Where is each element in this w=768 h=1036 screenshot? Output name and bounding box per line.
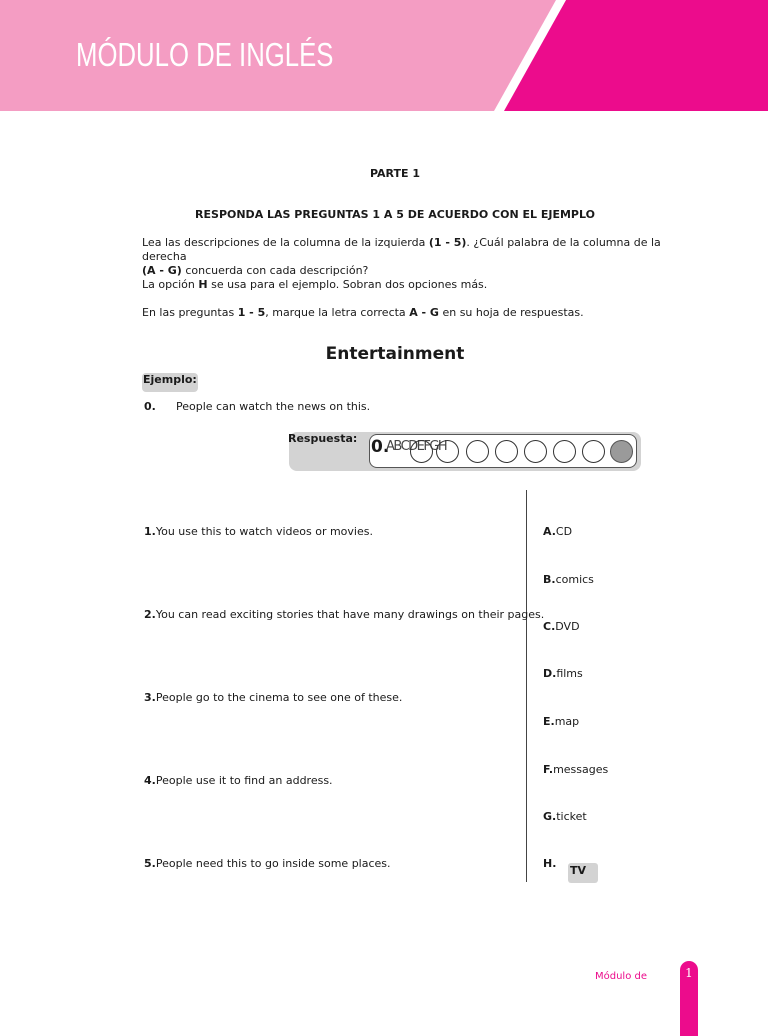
option-letter: D.: [543, 667, 557, 680]
part-title: PARTE 1: [369, 167, 421, 180]
section-title: Entertainment: [325, 344, 465, 364]
option-text: films: [556, 667, 583, 680]
column-divider: [526, 490, 527, 882]
question-number: 2.: [144, 608, 156, 621]
question-text: You can read exciting stories that have many drawings on their pages.: [155, 608, 545, 621]
answer-letters: ABCDEFGH: [386, 439, 447, 454]
intro-paragraph-1: [142, 236, 662, 278]
option-item: [543, 715, 579, 728]
option-item: [543, 573, 594, 586]
intro-text: . ¿Cuál palabra de la columna de la derecha: [142, 236, 661, 263]
intro-text: En las preguntas: [142, 306, 238, 319]
option-item: [543, 763, 608, 776]
question-item: [144, 525, 373, 538]
option-item: [543, 857, 556, 870]
example-answer-tag: TV: [568, 863, 598, 883]
question-text: People use it to find an address.: [155, 774, 333, 787]
intro-text: concuerda con cada descripción?: [181, 264, 369, 277]
option-item: [543, 620, 580, 633]
option-item: [543, 810, 587, 823]
question-number: 5.: [144, 857, 156, 870]
intro-letter: H: [198, 278, 208, 291]
question-item: [144, 608, 544, 621]
example-tag: Ejemplo:: [142, 373, 198, 392]
answer-bubble[interactable]: [582, 440, 605, 463]
question-item: [144, 691, 402, 704]
question-item: [144, 857, 391, 870]
option-text: DVD: [555, 620, 580, 633]
intro-text: en su hoja de respuestas.: [438, 306, 584, 319]
intro-range: 1 - 5: [237, 306, 266, 319]
answer-bubble-selected[interactable]: [610, 440, 633, 463]
option-letter: E.: [543, 715, 555, 728]
question-item: [144, 774, 333, 787]
option-text: comics: [555, 573, 594, 586]
option-letter: F.: [543, 763, 554, 776]
intro-paragraph-2: [142, 278, 662, 292]
option-letter: H.: [543, 857, 557, 870]
answer-bubble[interactable]: [466, 440, 489, 463]
answer-bubble[interactable]: [495, 440, 518, 463]
question-number: 3.: [144, 691, 156, 704]
question-text: People go to the cinema to see one of these.: [155, 691, 403, 704]
answer-bubble[interactable]: [436, 440, 459, 463]
option-text: ticket: [556, 810, 587, 823]
option-text: CD: [555, 525, 573, 538]
question-text: People need this to go inside some places.: [155, 857, 391, 870]
question-number: 1.: [144, 525, 156, 538]
answer-label: Respuesta:: [288, 432, 358, 445]
question-number: 4.: [144, 774, 156, 787]
example-text: People can watch the news on this.: [176, 400, 371, 413]
intro-range: (A - G): [142, 264, 182, 277]
intro-paragraph-3: [142, 306, 662, 320]
intro-text: Lea las descripciones de la columna de la izquierda: [142, 236, 429, 249]
part-instruction: RESPONDA LAS PREGUNTAS 1 A 5 DE ACUERDO CON EL EJEMPLO: [195, 208, 595, 221]
page-number: 1: [685, 966, 693, 980]
intro-text: La opción: [142, 278, 199, 291]
intro-range: A - G: [409, 306, 439, 319]
intro-range: (1 - 5): [428, 236, 467, 249]
option-item: [543, 525, 572, 538]
question-text: You use this to watch videos or movies.: [155, 525, 373, 538]
option-text: messages: [553, 763, 609, 776]
answer-number: 0.: [371, 437, 390, 457]
answer-bubble[interactable]: [410, 440, 433, 463]
option-letter: C.: [543, 620, 556, 633]
option-letter: G.: [543, 810, 557, 823]
intro-text: , marque la letra correcta: [265, 306, 410, 319]
module-title: MÓDULO DE INGLÉS: [76, 36, 334, 73]
option-letter: B.: [543, 573, 556, 586]
footer-label: Módulo de: [595, 971, 648, 982]
option-text: map: [554, 715, 580, 728]
answer-bubble[interactable]: [524, 440, 547, 463]
option-letter: A.: [543, 525, 556, 538]
example-number: 0.: [144, 400, 156, 413]
intro-text: se usa para el ejemplo. Sobran dos opciones más.: [207, 278, 488, 291]
answer-bubble[interactable]: [553, 440, 576, 463]
option-item: [543, 667, 583, 680]
